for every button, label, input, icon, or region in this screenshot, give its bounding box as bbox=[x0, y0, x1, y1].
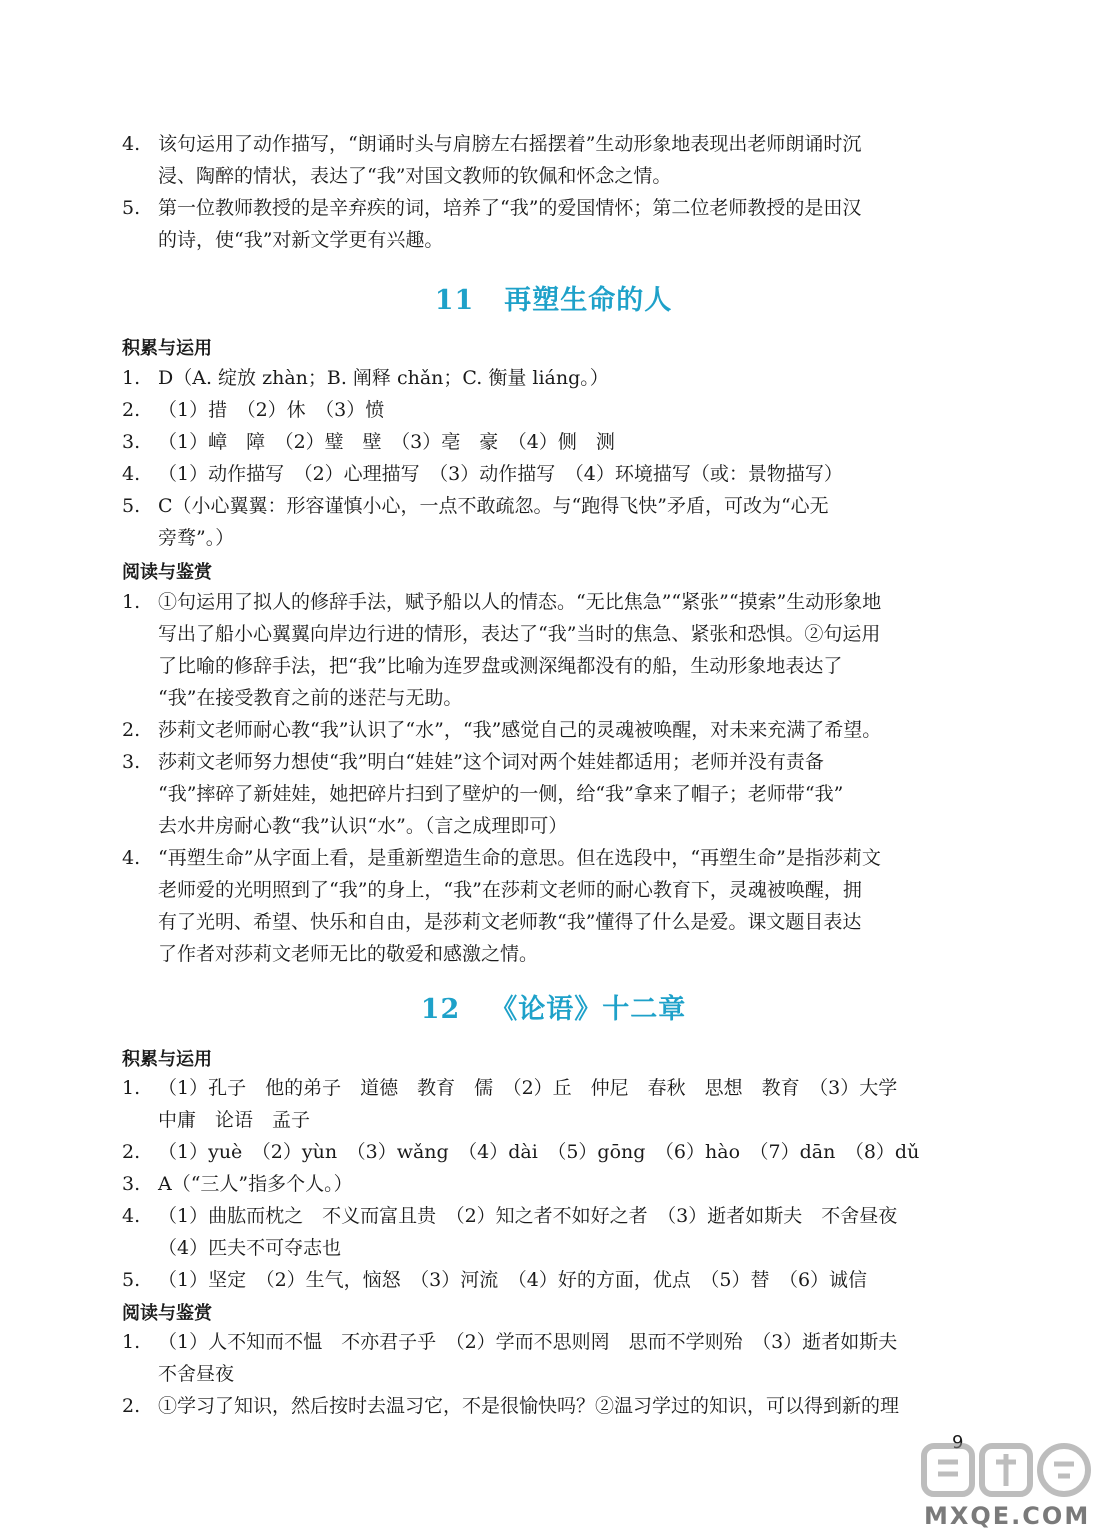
answer-number: 1. bbox=[122, 591, 141, 613]
subheading-reading: 阅读与鉴赏 bbox=[122, 562, 212, 583]
watermark-text: MXQE.COM bbox=[924, 1502, 1091, 1530]
answer-item bbox=[122, 426, 990, 458]
answer-line: “我”在接受教育之前的迷茫与无助。 bbox=[158, 687, 463, 709]
answer-line: 写出了船小心翼翼向岸边行进的情形，表达了“我”当时的焦急、紧张和恐惧。②句运用 bbox=[158, 623, 881, 645]
section-11-accumulate-list bbox=[122, 362, 990, 554]
answer-number: 4. bbox=[122, 463, 141, 485]
subheading-accumulate: 积累与运用 bbox=[122, 1049, 212, 1070]
section-12-accumulate-list bbox=[122, 1072, 990, 1296]
answer-line: （1）孔子 他的弟子 道德 教育 儒 （2）丘 仲尼 春秋 思想 教育 （3）大学 bbox=[158, 1077, 898, 1099]
answer-item bbox=[122, 458, 990, 490]
answer-line: 不舍昼夜 bbox=[158, 1363, 235, 1385]
answer-item bbox=[122, 1136, 990, 1168]
answer-line: 莎莉文老师努力想使“我”明白“娃娃”这个词对两个娃娃都适用；老师并没有责备 bbox=[158, 751, 824, 773]
answer-item bbox=[122, 394, 990, 426]
answer-line: 浸、陶醉的情状，表达了“我”对国文教师的钦佩和怀念之情。 bbox=[158, 165, 672, 187]
answer-number: 3. bbox=[122, 751, 141, 773]
answer-item bbox=[122, 714, 990, 746]
answer-line: 的诗，使“我”对新文学更有兴趣。 bbox=[158, 229, 444, 251]
answer-number: 4. bbox=[122, 1205, 141, 1227]
answer-line: C（小心翼翼：形容谨慎小心，一点不敢疏忽。与“跑得飞快”矛盾，可改为“心无 bbox=[158, 495, 829, 517]
section-name: 再塑生命的人 bbox=[504, 285, 673, 316]
answer-line: A（“三人”指多个人。） bbox=[158, 1173, 353, 1195]
answer-line: （1）嶂 障 （2）璧 壁 （3）亳 豪 （4）侧 测 bbox=[158, 431, 615, 453]
section-11-title bbox=[0, 278, 1107, 317]
answer-number: 2. bbox=[122, 1141, 141, 1163]
answer-line: 第一位教师教授的是辛弃疾的词，培养了“我”的爱国情怀；第二位老师教授的是田汉 bbox=[158, 197, 862, 219]
answer-number: 3. bbox=[122, 1173, 141, 1195]
answer-line: D（A. 绽放 zhàn；B. 阐释 chǎn；C. 衡量 liáng。） bbox=[158, 367, 609, 389]
answer-number: 5. bbox=[122, 197, 141, 219]
answer-number: 1. bbox=[122, 1331, 141, 1353]
answer-line: ①学习了知识，然后按时去温习它，不是很愉快吗？②温习学过的知识，可以得到新的理 bbox=[158, 1395, 900, 1417]
answer-item bbox=[122, 1168, 990, 1200]
answer-line: （1）动作描写 （2）心理描写 （3）动作描写 （4）环境描写（或：景物描写） bbox=[158, 463, 843, 485]
subheading-reading: 阅读与鉴赏 bbox=[122, 1303, 212, 1324]
answer-item bbox=[122, 192, 990, 256]
answer-number: 1. bbox=[122, 367, 141, 389]
answer-item bbox=[122, 1072, 990, 1136]
section-name: 《论语》十二章 bbox=[490, 994, 687, 1025]
section-number: 12 bbox=[420, 994, 461, 1025]
answer-line: “我”摔碎了新娃娃，她把碎片扫到了壁炉的一侧，给“我”拿来了帽子；老师带“我” bbox=[158, 783, 844, 805]
section-number: 11 bbox=[434, 285, 475, 316]
answer-number: 5. bbox=[122, 495, 141, 517]
answer-line: 莎莉文老师耐心教“我”认识了“水”，“我”感觉自己的灵魂被唤醒，对未来充满了希望。 bbox=[158, 719, 882, 741]
answer-item bbox=[122, 1264, 990, 1296]
answer-item bbox=[122, 746, 990, 842]
answer-item bbox=[122, 842, 990, 970]
answer-line: 旁骛”。） bbox=[158, 527, 235, 549]
answer-number: 2. bbox=[122, 399, 141, 421]
answer-line: （1）曲肱而枕之 不义而富且贵 （2）知之者不如好之者 （3）逝者如斯夫 不舍昼夜 bbox=[158, 1205, 898, 1227]
answer-line: 老师爱的光明照到了“我”的身上，“我”在莎莉文老师的耐心教育下，灵魂被唤醒，拥 bbox=[158, 879, 862, 901]
answer-item bbox=[122, 1326, 990, 1390]
answer-line: ①句运用了拟人的修辞手法，赋予船以人的情态。“无比焦急”“紧张”“摸索”生动形象地 bbox=[158, 591, 882, 613]
top-answer-list bbox=[122, 128, 990, 256]
answer-item bbox=[122, 1200, 990, 1264]
section-12-reading-list bbox=[122, 1326, 990, 1422]
answer-number: 3. bbox=[122, 431, 141, 453]
answer-line: （1）措 （2）休 （3）愤 bbox=[158, 399, 385, 421]
answer-line: 该句运用了动作描写，“朗诵时头与肩膀左右摇摆着”生动形象地表现出老师朗诵时沉 bbox=[158, 133, 862, 155]
answer-number: 5. bbox=[122, 1269, 141, 1291]
page-number: 9 bbox=[952, 1432, 964, 1453]
answer-item bbox=[122, 490, 990, 554]
answer-item bbox=[122, 1390, 990, 1422]
answer-line: （1）坚定 （2）生气，恼怒 （3）河流 （4）好的方面，优点 （5）替 （6）诚信 bbox=[158, 1269, 868, 1291]
answer-item bbox=[122, 586, 990, 714]
answer-number: 4. bbox=[122, 847, 141, 869]
answer-number: 4. bbox=[122, 133, 141, 155]
subheading-accumulate: 积累与运用 bbox=[122, 338, 212, 359]
answer-number: 2. bbox=[122, 719, 141, 741]
answer-line: “再塑生命”从字面上看，是重新塑造生命的意思。但在选段中，“再塑生命”是指莎莉文 bbox=[158, 847, 881, 869]
answer-item bbox=[122, 128, 990, 192]
answer-line: （1）人不知而不愠 不亦君子乎 （2）学而不思则罔 思而不学则殆 （3）逝者如斯夫 bbox=[158, 1331, 898, 1353]
answer-line: 了比喻的修辞手法，把“我”比喻为连罗盘或测深绳都没有的船，生动形象地表达了 bbox=[158, 655, 843, 677]
answer-number: 1. bbox=[122, 1077, 141, 1099]
section-12-title bbox=[0, 987, 1107, 1026]
answer-number: 2. bbox=[122, 1395, 141, 1417]
answer-line: （1）yuè （2）yùn （3）wǎng （4）dài （5）gōng （6）hào （7）dān （8）dǔ bbox=[158, 1141, 920, 1163]
section-11-reading-list bbox=[122, 586, 990, 970]
answer-line: 去水井房耐心教“我”认识“水”。（言之成理即可） bbox=[158, 815, 568, 837]
answer-line: 中庸 论语 孟子 bbox=[158, 1109, 311, 1131]
answer-item bbox=[122, 362, 990, 394]
answer-line: 了作者对莎莉文老师无比的敬爱和感激之情。 bbox=[158, 943, 539, 965]
answer-line: （4）匹夫不可夺志也 bbox=[158, 1237, 342, 1259]
answer-line: 有了光明、希望、快乐和自由，是莎莉文老师教“我”懂得了什么是爱。课文题目表达 bbox=[158, 911, 862, 933]
